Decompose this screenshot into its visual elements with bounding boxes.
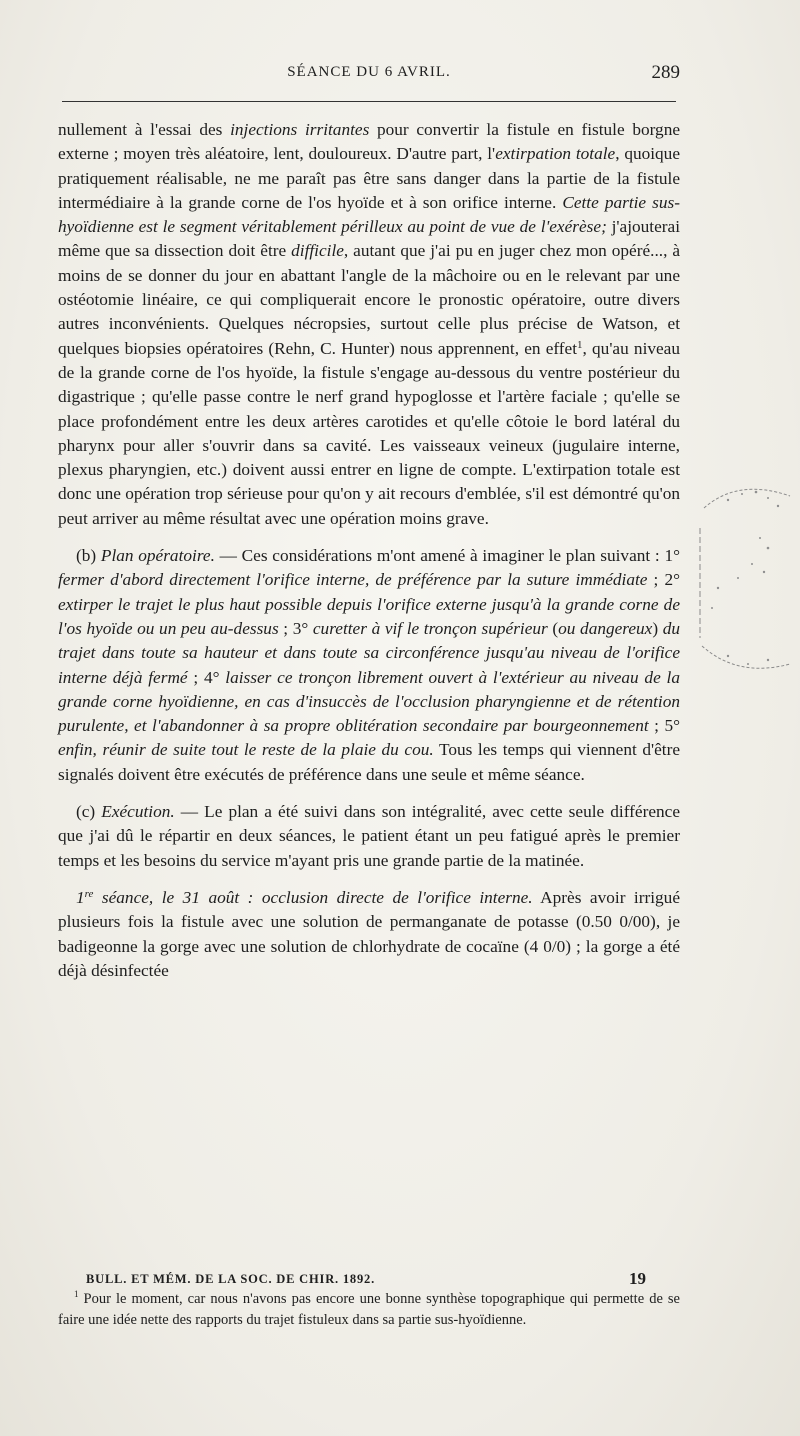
- italic-text: laisser ce tronçon librement ouvert à l'extérieur au niveau de la grande corne hyoïdienne, en cas d'insuccès de l'occlusion pharyngienne et de rétention purulente, et l'abandonner à sa propre oblitération secondaire par bourgeonnement: [58, 667, 680, 736]
- italic-text: Plan opératoire.: [100, 546, 215, 566]
- paragraph-1: [58, 118, 680, 531]
- library-stamp: [698, 468, 794, 690]
- text-run: (b): [76, 546, 101, 566]
- italic-text: difficile: [291, 241, 344, 261]
- italic-text: Exécution.: [101, 802, 175, 822]
- paragraph-premiere-seance: [58, 886, 680, 983]
- text-run: ; 4°: [187, 667, 226, 687]
- italic-text: extirpation totale: [495, 144, 616, 164]
- body-text: [58, 118, 680, 983]
- text-run: (: [547, 618, 559, 638]
- text-run: — Le plan a été suivi dans son intégralité, avec cette seule différence que j'ai dû le répartir en deux séances, le patient étant un peu fatigué après le premier temps et les besoins du service m'ayant pris une grande partie de la matinée.: [58, 802, 680, 870]
- italic-text: 1: [76, 887, 85, 907]
- text-run: j'ajouterai même que sa dissection doit être: [58, 217, 680, 261]
- text-run: , autant que j'ai pu en juger chez mon opéré..., à moins de se donner du jour en abattant l'angle de la mâchoire ou en le relevant par une ostéotomie linéaire, ce qui compliquerait encore le pronostic opératoire, outre divers autres inconvénients. Quelques nécropsies, surtout celle plus précise de Watson, et quelques biopsies opératoires (Rehn, C. Hunter) nous apprennent, en effet: [58, 241, 681, 358]
- superscript-text: re: [84, 887, 94, 900]
- footnote-marker: 1: [74, 1289, 79, 1299]
- page-number: 289: [651, 62, 680, 83]
- text-run: Après avoir irrigué plusieurs fois la fistule avec une solution de permanganate de potasse (0.50 0/00), je badigeonne la gorge avec une solution de chlorhydrate de cocaïne (4 0/0) ; la gorge a été déjà désinfectée: [58, 887, 680, 980]
- text-run: ): [652, 618, 663, 638]
- italic-text: séance, le 31 août : occlusion directe de l'orifice interne.: [93, 887, 533, 907]
- paragraph-execution: [58, 800, 680, 873]
- italic-text: enfin, réunir de suite tout le reste de la plaie du cou.: [58, 740, 434, 760]
- italic-text: ou dangereux: [558, 618, 653, 638]
- text-run: nullement à l'essai des: [58, 120, 231, 139]
- publication-credit: BULL. ET MÉM. DE LA SOC. DE CHIR. 1892.: [86, 1272, 375, 1286]
- italic-text: fermer d'abord directement l'orifice interne, de préférence par la suture immédiate: [58, 570, 648, 590]
- text-run: , quoique pratiquement réalisable, ne me paraît pas être sans danger dans la partie de la fistule intermédiaire à la grande corne de l'os hyoïde et à son orifice interne.: [58, 144, 680, 212]
- text-run: , qu'au niveau de la grande corne de l'os hyoïde, la fistule s'engage au-dessous du ventre postérieur du digastrique ; qu'elle passe contre le nerf grand hypoglosse et l'artère faciale ; qu'elle se place profondément entre les deux artères carotides et qu'elle côtoie le bord latéral du pharynx pour aller s'ouvrir dans sa cavité. Les vaisseaux veineux (jugulaire interne, plexus pharyngien, etc.) doivent aussi entrer en ligne de compte. L'extirpation totale est donc une opération trop sérieuse pour qu'on y ait recours d'emblée, s'il est démontré qu'on peut arriver au même résultat avec une opération moins grave.: [58, 338, 680, 528]
- footnote-text: Pour le moment, car nous n'avons pas encore une bonne synthèse topographique qui permette de se faire une idée nette des rapports du trajet fistuleux dans sa partie sus-hyoïdienne.: [58, 1291, 680, 1328]
- italic-text: curetter à vif le tronçon supérieur: [312, 618, 548, 638]
- paragraph-plan-operatoire: [58, 544, 680, 787]
- text-run: ; 5°: [648, 716, 681, 736]
- superscript-text: 1: [577, 338, 583, 351]
- text-run: Tous les temps qui viennent d'être signalés doivent être exécutés de préférence dans une seule et même séance.: [58, 740, 681, 784]
- italic-text: Cette partie sus-hyoïdienne est le segment véritablement périlleux au point de vue de l'exérèse;: [58, 192, 680, 237]
- text-run: ; 2°: [647, 570, 680, 590]
- signature-mark: 19: [629, 1269, 646, 1288]
- running-head: SÉANCE DU 6 AVRIL.: [287, 64, 451, 80]
- footnote: [58, 1289, 680, 1331]
- italic-text: du trajet dans toute sa hauteur et dans toute sa circonférence jusqu'au niveau de l'orifice interne déjà fermé: [58, 618, 681, 687]
- text-run: pour convertir la fistule en fistule borgne externe ; moyen très aléatoire, lent, douloureux. D'autre part, l': [58, 120, 680, 164]
- page-header: [58, 62, 680, 90]
- header-rule: [62, 101, 676, 102]
- text-run: ; 3°: [278, 618, 313, 638]
- italic-text: injections irritantes: [230, 120, 370, 139]
- italic-text: extirper le trajet le plus haut possible depuis l'orifice externe jusqu'à la grande corne de l'os hyoïde ou un peu au-dessus: [58, 594, 680, 638]
- text-run: (c): [76, 802, 102, 822]
- text-run: — Ces considérations m'ont amené à imaginer le plan suivant : 1°: [214, 546, 680, 566]
